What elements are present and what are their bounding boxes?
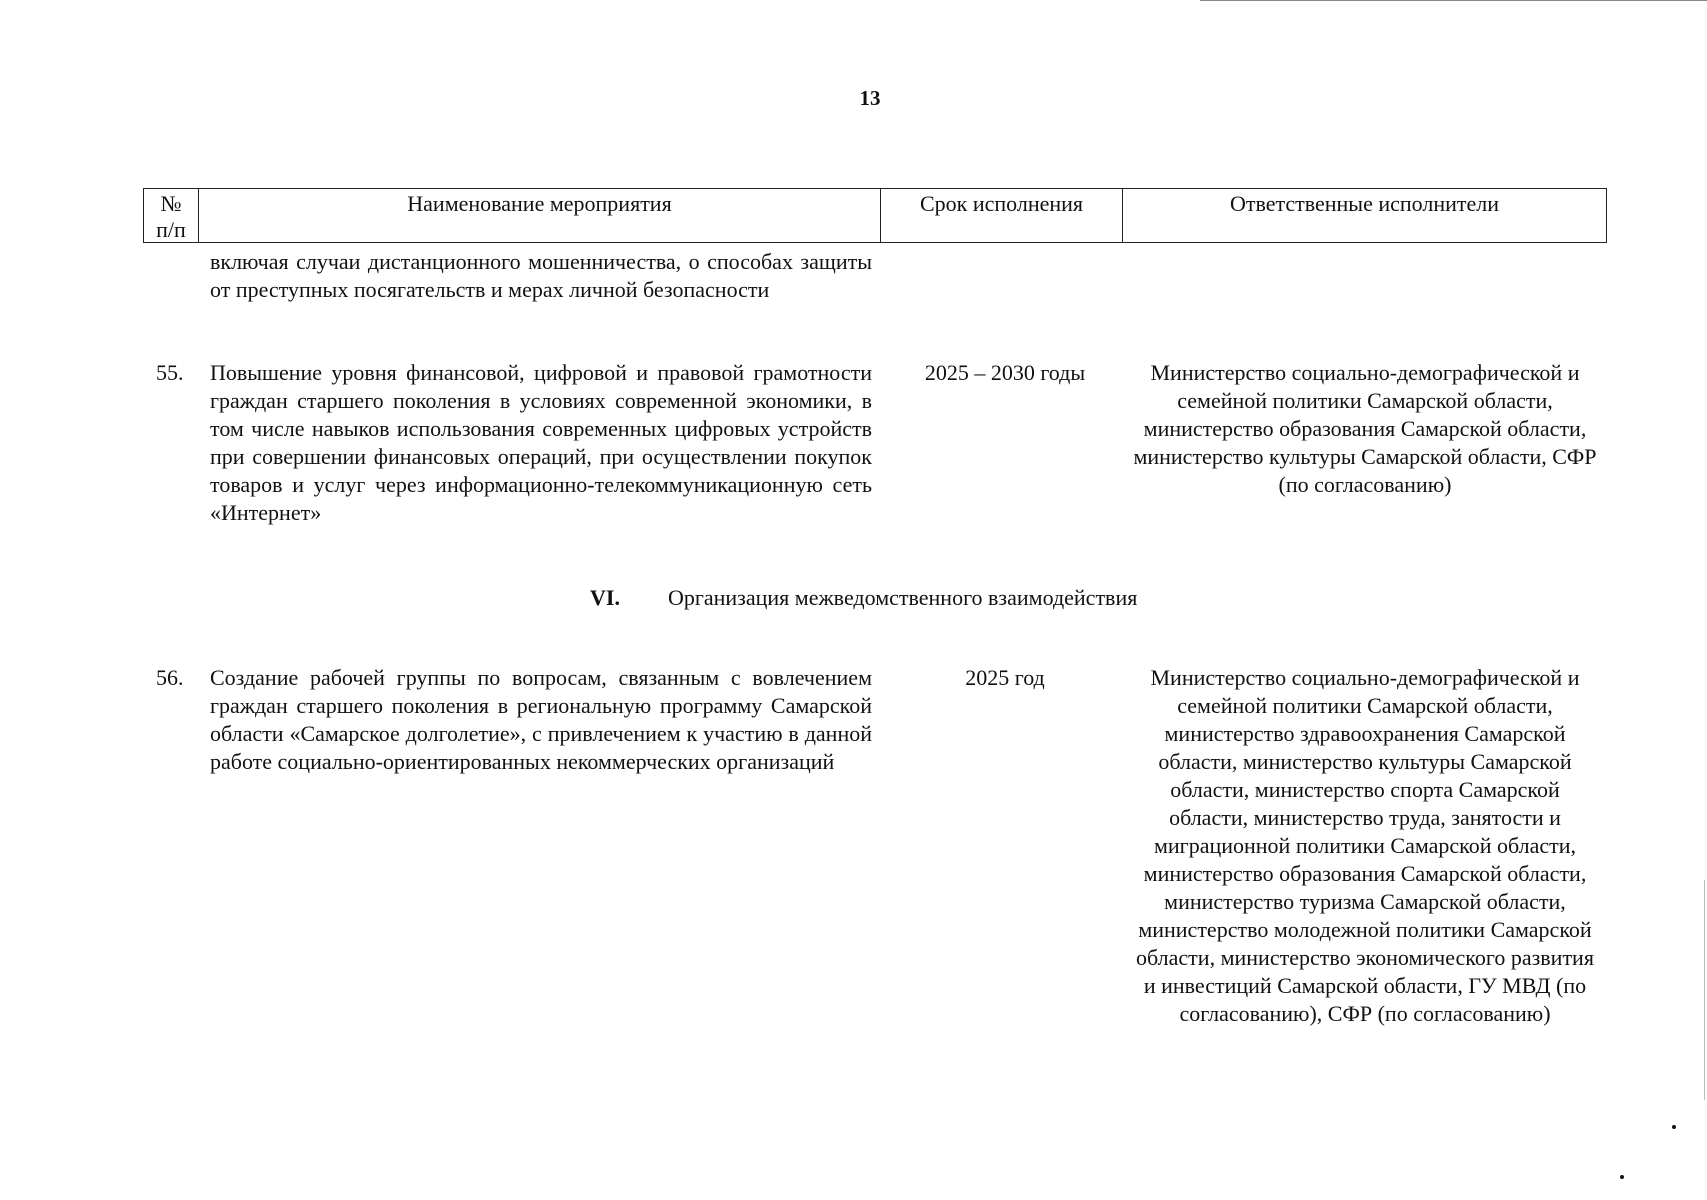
header-num-cell <box>144 189 199 242</box>
scan-edge-line <box>1704 880 1705 1100</box>
continuation-text: включая случаи дистанционного мошенничества, о способах защиты от преступных посягательств и мерах личной безопасности <box>210 249 872 302</box>
row-55-term: 2025 – 2030 годы <box>924 360 1086 385</box>
section-number: VI. <box>590 585 620 610</box>
row-55-responsible: Министерство социально-демографической и семейной политики Самарской области, министерство образования Самарской области, министерство культуры Самарской области, СФР (по согласованию) <box>1133 360 1597 497</box>
header-name-cell: Наименование мероприятия <box>199 189 881 242</box>
section-heading <box>590 584 1137 612</box>
table-header <box>143 188 1607 243</box>
header-num-symbol: № <box>160 191 182 216</box>
scan-edge-line <box>1200 0 1707 1</box>
scan-speck <box>1672 1125 1676 1129</box>
header-num-abbrev: п/п <box>156 217 186 242</box>
section-title: Организация межведомственного взаимодействия <box>667 585 1138 610</box>
header-responsible-cell: Ответственные исполнители <box>1229 191 1500 216</box>
row-56-number: 56. <box>156 665 184 690</box>
row-55-number: 55. <box>156 360 184 385</box>
row-56-term: 2025 год <box>965 665 1045 690</box>
scan-speck <box>1620 1175 1624 1179</box>
row-56-responsible: Министерство социально-демографической и семейной политики Самарской области, министерство здравоохранения Самарской области, министерство культуры Самарской области, министерство спорта Самарской области, министерство труда, занятости и миграционной политики Самарской области, министерство образования Самарской области, министерство туризма Самарской области, министерство молодежной политики Самарской области, министерство экономического развития и инвестиций Самарской области, ГУ МВД (по согласованию), СФР (по согласованию) <box>1136 665 1594 1026</box>
row-56-name: Создание рабочей группы по вопросам, связанным с вовлечением граждан старшего поколения в региональную программу Самарской области «Самарское долголетие», с привлечением к участию в данной работе социально-ориентированных некоммерческих организаций <box>210 665 872 774</box>
page-number: 13 <box>859 86 881 110</box>
header-term-cell: Срок исполнения <box>881 189 1123 242</box>
row-55-name: Повышение уровня финансовой, цифровой и правовой грамотности граждан старшего поколения в условиях современной экономики, в том числе навыков использования современных цифровых устройств при совершении финансовых операций, при осуществлении покупок товаров и услуг через информационно-телекоммуникационную сеть «Интернет» <box>210 360 872 525</box>
